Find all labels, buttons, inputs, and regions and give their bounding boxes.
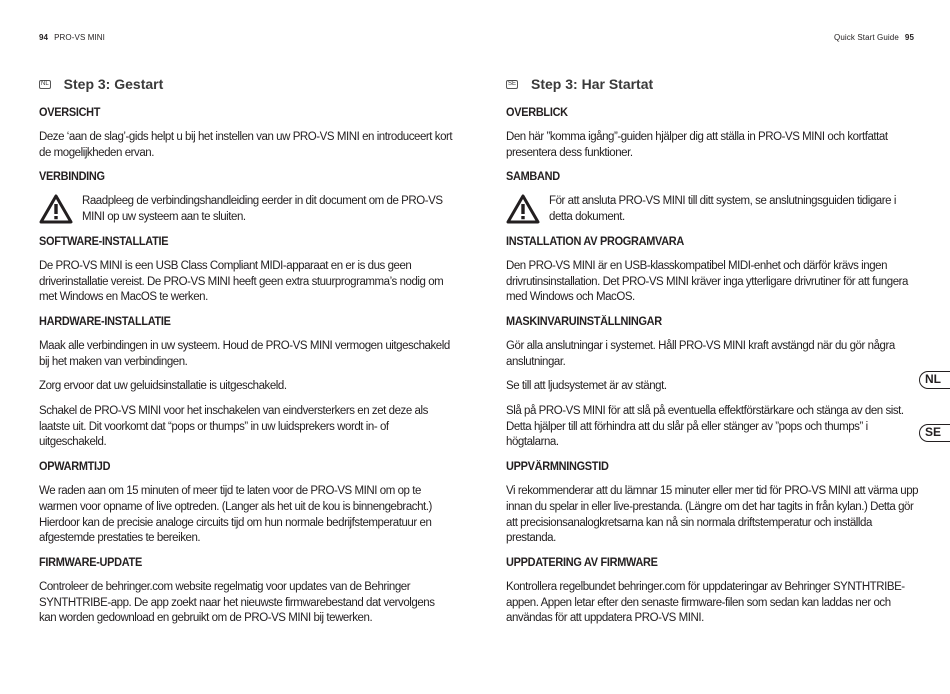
right-warmup-heading: UPPVÄRMNINGSTID <box>506 461 609 474</box>
language-tab-se[interactable]: SE <box>919 424 950 442</box>
left-connection-heading: VERBINDING <box>39 171 105 184</box>
left-step-title-text: Step 3: Gestart <box>63 76 164 92</box>
right-step-title <box>506 76 921 92</box>
right-page <box>475 0 950 694</box>
right-connection-warning: För att ansluta PRO-VS MINI till ditt system, se anslutningsguiden tidigare i detta dokument. <box>549 195 896 224</box>
left-warning-block <box>39 194 454 225</box>
left-hardware-heading: HARDWARE-INSTALLATIE <box>39 315 171 328</box>
right-firmware-text: Kontrollera regelbundet behringer.com för uppdateringar av Behringer SYNTHTRIBE-appen. Appen letar efter den senaste firmware-filen som sedan kan laddas ner och användas för att uppdatera PRO-VS MINI. <box>506 580 905 625</box>
right-connection-heading: SAMBAND <box>506 171 560 184</box>
left-warmup-heading: OPWARMTIJD <box>39 461 111 474</box>
left-hardware-text-3: Schakel de PRO-VS MINI voor het inschakelen van eindversterkers en zet deze als laatste uit. Dit voorkomt dat “pops or thumps” in uw luidsprekers wordt in- of uitgeschakeld. <box>39 405 428 449</box>
left-firmware-text: Controleer de behringer.com website regelmatig voor updates van de Behringer SYNTHTRIBE-app. De app zoekt naar het nieuwste firmwarebestand dat vervolgens kan worden gedownload en gebruikt om de PRO-VS MINI bij tewerken. <box>39 580 435 625</box>
left-firmware-heading: FIRMWARE-UPDATE <box>39 556 142 569</box>
right-warmup-text: Vi rekommenderar att du lämnar 15 minuter eller mer tid för PRO-VS MINI att värma upp innan du spelar in eller live-prestanda. (Längre om det har tagits in från kylan.) Detta gör att precisionsanalogkretsarna kan nå sin normala driftstemperatur och inställda prestanda. <box>506 485 919 545</box>
left-hardware-text-1: Maak alle verbindingen in uw systeem. Houd de PRO-VS MINI vermogen uitgeschakeld bij het maken van verbindingen. <box>39 339 450 368</box>
right-hardware-heading: MASKINVARUINSTÄLLNINGAR <box>506 315 662 328</box>
left-header-label: PRO-VS MINI <box>54 33 105 42</box>
right-overview-text: Den här ”komma igång”-guiden hjälper dig att ställa in PRO-VS MINI och kortfattat presentera dess funktioner. <box>506 131 888 159</box>
right-hardware-text-3: Slå på PRO-VS MINI för att slå på eventuella effektförstärkare och stänga av den sist. Detta hjälper till att förhindra att du slår på eller stänger av ”pops och thumps” i högtalarna. <box>506 405 904 449</box>
warning-icon <box>506 194 542 224</box>
left-content <box>39 76 454 636</box>
right-firmware-heading: UPPDATERING AV FIRMWARE <box>506 556 658 569</box>
right-warning-block <box>506 194 921 225</box>
left-running-header <box>39 33 105 42</box>
warning-icon <box>39 194 75 224</box>
left-page-number: 94 <box>39 33 49 42</box>
right-page-number: 95 <box>904 33 914 42</box>
right-hardware-text-1: Gör alla anslutningar i systemet. Håll PRO-VS MINI kraft avstängd när du gör några anslutningar. <box>506 339 895 368</box>
right-running-header <box>834 33 914 42</box>
left-software-text: De PRO-VS MINI is een USB Class Compliant MIDI-apparaat en er is dus geen driverinstallatie vereist. De PRO-VS MINI heeft geen extra stuurprogramma’s nodig om met Windows en MacOS te werken. <box>39 259 444 304</box>
right-header-label: Quick Start Guide <box>834 33 899 42</box>
left-hardware-text-2: Zorg ervoor dat uw geluidsinstallatie is uitgeschakeld. <box>39 380 287 393</box>
left-overview-heading: OVERSICHT <box>39 107 101 119</box>
right-hardware-text-2: Se till att ljudsystemet är av stängt. <box>506 380 667 393</box>
right-overview-heading: OVERBLICK <box>506 107 568 119</box>
left-step-title <box>39 76 454 92</box>
left-warmup-text: We raden aan om 15 minuten of meer tijd te laten voor de PRO-VS MINI om op te warmen voor opname of live optreden. (Langer als het uit de kou is binnengebracht.) Hierdoor kan de precisie analoge circuits tijd om hun normale bedrijfstemperatuur en afgestemde prestaties te bereiken. <box>39 485 432 545</box>
right-content <box>506 76 921 636</box>
right-software-heading: INSTALLATION AV PROGRAMVARA <box>506 235 685 248</box>
left-software-heading: SOFTWARE-INSTALLATIE <box>39 235 169 248</box>
right-software-text: Den PRO-VS MINI är en USB-klasskompatibel MIDI-enhet och därför krävs ingen drivrutinsinstallation. Det PRO-VS MINI kräver inga ytterligare drivrutiner för att fungera med Windows och MacOS. <box>506 259 908 304</box>
left-lang-code: NL <box>41 80 49 87</box>
left-connection-warning: Raadpleeg de verbindingshandleiding eerder in dit document om de PRO-VS MINI op uw systeem aan te sluiten. <box>82 195 443 224</box>
language-tab-nl[interactable]: NL <box>919 371 950 389</box>
left-overview-text: Deze ‘aan de slag’-gids helpt u bij het instellen van uw PRO-VS MINI en introduceert kort de mogelijkheden ervan. <box>39 131 453 159</box>
right-step-title-text: Step 3: Har Startat <box>531 76 654 92</box>
right-lang-code: SE <box>508 80 517 87</box>
